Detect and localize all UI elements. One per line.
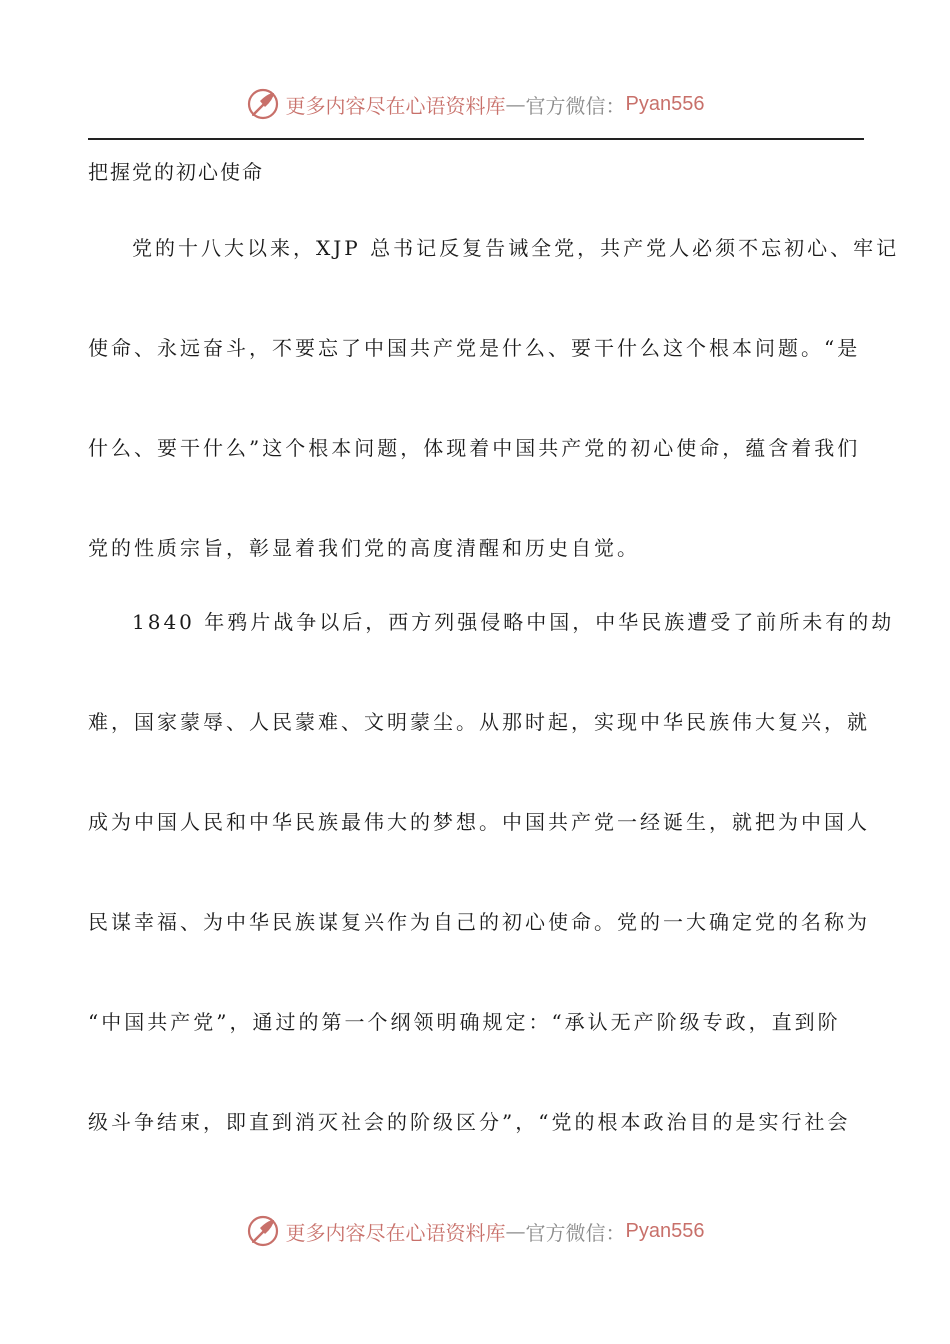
body-line-8: 民谋幸福、为中华民族谋复兴作为自己的初心使命。党的一大确定党的名称为 [88, 910, 870, 934]
banner-separator: — [505, 92, 526, 116]
body-line-1: 党的十八大以来，XJP 总书记反复告诫全党，共产党人必须不忘初心、牢记 [132, 236, 900, 260]
footer-brand: 更多内容尽在心语资料库 [285, 1220, 506, 1245]
body-line-7: 成为中国人民和中华民族最伟大的梦想。中国共产党一经诞生，就把为中国人 [88, 810, 870, 834]
banner-wechat-id: Pyan556 [625, 92, 705, 115]
body-line-2: 使命、永远奋斗，不要忘了中国共产党是什么、要干什么这个根本问题。“是 [88, 336, 861, 360]
footer-wechat-id: Pyan556 [625, 1219, 705, 1242]
quill-logo-icon [246, 87, 280, 121]
body-line-5: 1840 年鸦片战争以后，西方列强侵略中国，中华民族遭受了前所未有的劫 [132, 610, 895, 634]
banner-label: 官方微信： [525, 93, 626, 118]
body-line-4: 党的性质宗旨，彰显着我们党的高度清醒和历史自觉。 [88, 536, 640, 560]
body-line-3: 什么、要干什么”这个根本问题，体现着中国共产党的初心使命，蕴含着我们 [88, 436, 861, 460]
body-line-6: 难，国家蒙辱、人民蒙难、文明蒙尘。从那时起，实现中华民族伟大复兴，就 [88, 710, 870, 734]
header-rule [88, 138, 864, 140]
footer-banner [0, 1211, 950, 1251]
document-title: 把握党的初心使命 [88, 160, 264, 184]
body-line-9: “中国共产党”，通过的第一个纲领明确规定：“承认无产阶级专政，直到阶 [88, 1010, 841, 1034]
quill-logo-icon [246, 1214, 280, 1248]
footer-label: 官方微信： [525, 1220, 626, 1245]
banner-brand: 更多内容尽在心语资料库 [285, 93, 506, 118]
footer-separator: — [505, 1219, 526, 1243]
header-banner [0, 84, 950, 124]
body-line-10: 级斗争结束，即直到消灭社会的阶级区分”，“党的根本政治目的是实行社会 [88, 1110, 851, 1134]
